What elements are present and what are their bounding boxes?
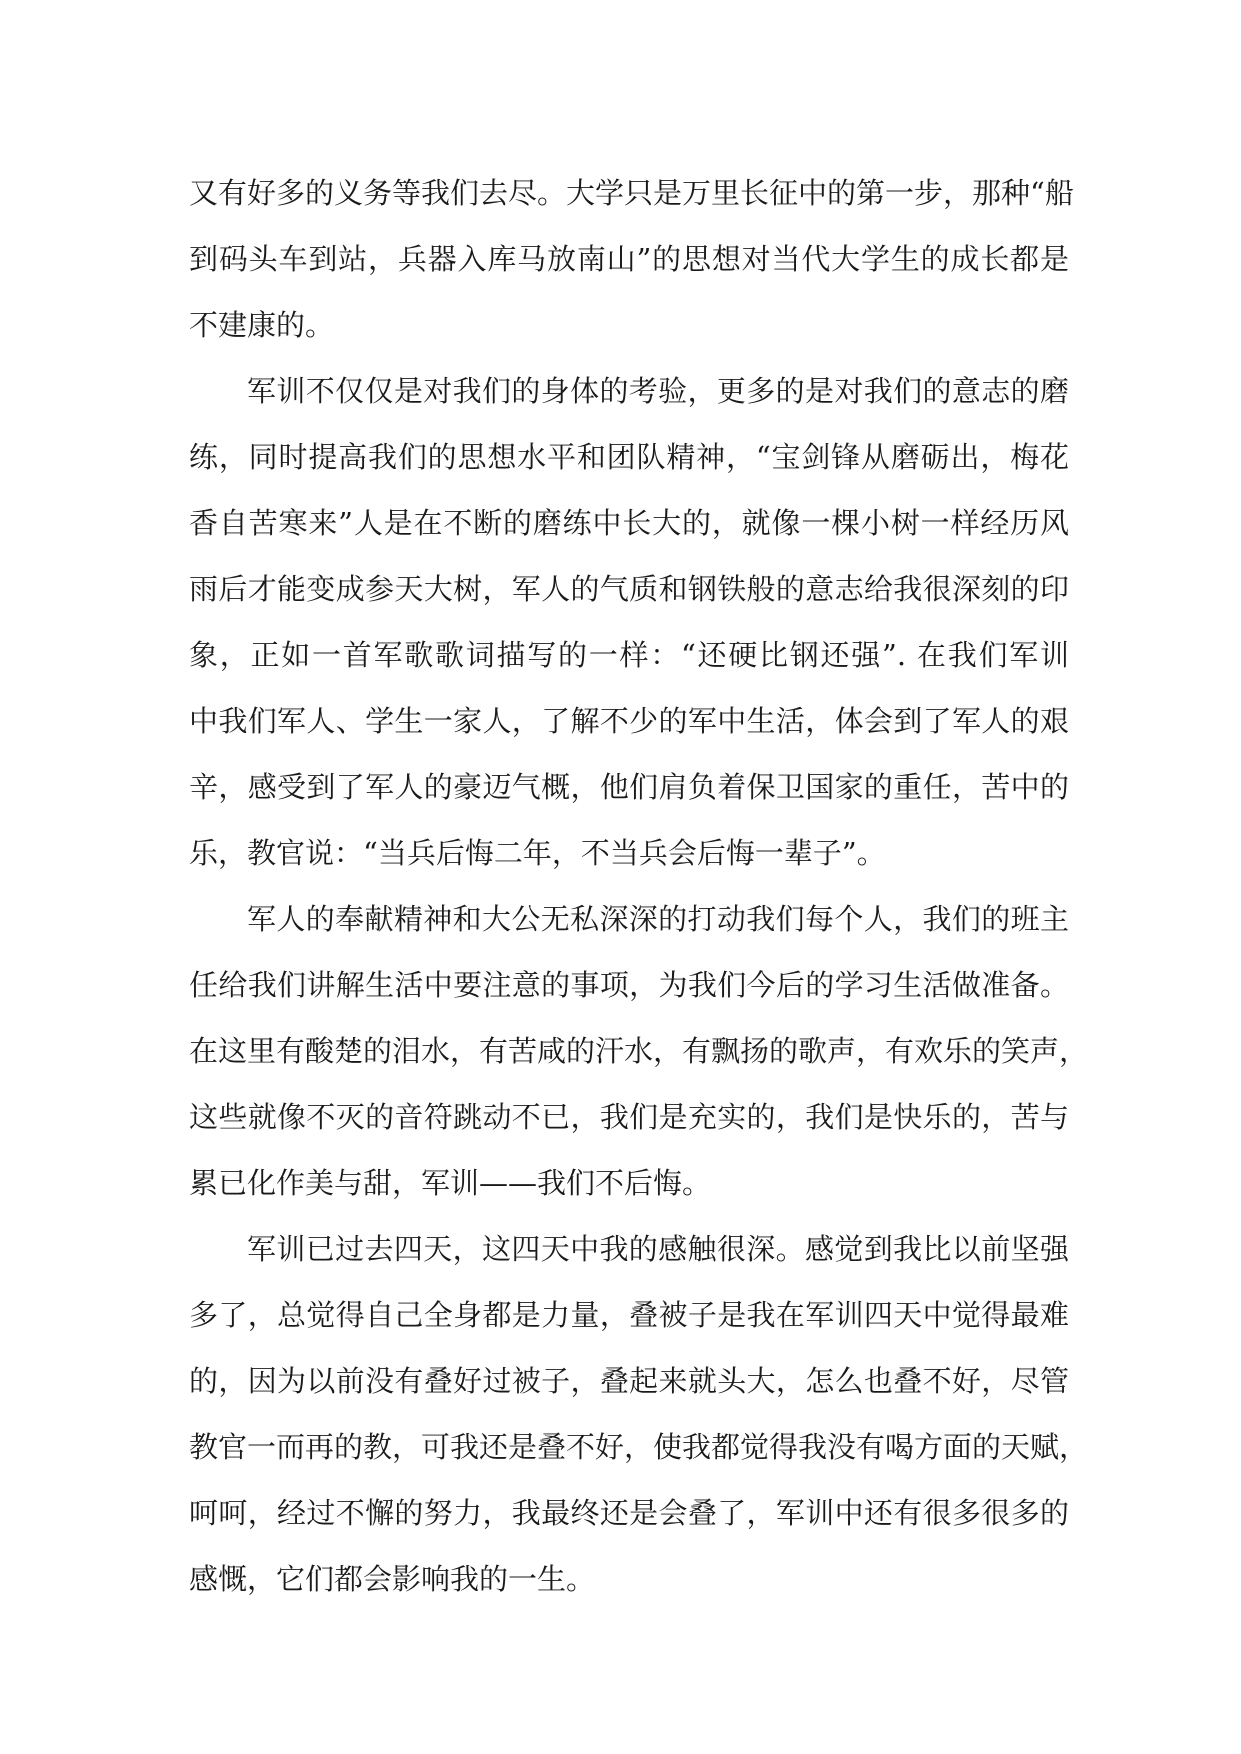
text-line: 的，因为以前没有叠好过被子，叠起来就头大，怎么也叠不好，尽管: [189, 1364, 1069, 1398]
text-line: 象，正如一首军歌歌词描写的一样：“还硬比钢还强”. 在我们军训: [189, 638, 1069, 672]
paragraph-1: [189, 160, 1074, 358]
text-line: 军训已过去四天，这四天中我的感触很深。感觉到我比以前坚强: [247, 1232, 1069, 1266]
text-line: 呵呵，经过不懈的努力，我最终还是会叠了，军训中还有很多很多的: [189, 1496, 1069, 1530]
text-line: 不建康的。: [189, 308, 335, 342]
text-line: 乐，教官说：“当兵后悔二年，不当兵会后悔一辈子”。: [189, 836, 886, 870]
paragraph-4: [189, 1216, 1089, 1612]
text-line: 又有好多的义务等我们去尽。大学只是万里长征中的第一步，那种“船: [189, 176, 1074, 210]
text-line: 这些就像不灭的音符跳动不已，我们是充实的，我们是快乐的，苦与: [189, 1100, 1069, 1134]
text-line: 在这里有酸楚的泪水，有苦咸的汗水，有飘扬的歌声，有欢乐的笑声，: [189, 1034, 1089, 1068]
text-line: 练，同时提高我们的思想水平和团队精神，“宝剑锋从磨砺出，梅花: [189, 440, 1069, 474]
text-line: 累已化作美与甜，军训——我们不后悔。: [189, 1166, 712, 1200]
text-line: 雨后才能变成参天大树，军人的气质和钢铁般的意志给我很深刻的印: [189, 572, 1069, 606]
text-line: 辛，感受到了军人的豪迈气概，他们肩负着保卫国家的重任，苦中的: [189, 770, 1069, 804]
paragraph-2: [189, 358, 1069, 886]
text-line: 教官一而再的教，可我还是叠不好，使我都觉得我没有喝方面的天赋，: [189, 1430, 1089, 1464]
document-body: [189, 160, 1089, 1612]
text-line: 中我们军人、学生一家人，了解不少的军中生活，体会到了军人的艰: [189, 704, 1069, 738]
text-line: 多了，总觉得自己全身都是力量，叠被子是我在军训四天中觉得最难: [189, 1298, 1069, 1332]
text-line: 到码头车到站，兵器入库马放南山”的思想对当代大学生的成长都是: [189, 242, 1069, 276]
text-line: 军人的奉献精神和大公无私深深的打动我们每个人，我们的班主: [247, 902, 1069, 936]
text-line: 香自苦寒来”人是在不断的磨练中长大的，就像一棵小树一样经历风: [189, 506, 1069, 540]
text-line: 任给我们讲解生活中要注意的事项，为我们今后的学习生活做准备。: [189, 968, 1069, 1002]
text-line: 军训不仅仅是对我们的身体的考验，更多的是对我们的意志的磨: [247, 374, 1069, 408]
paragraph-3: [189, 886, 1089, 1216]
text-line: 感慨，它们都会影响我的一生。: [189, 1562, 596, 1596]
